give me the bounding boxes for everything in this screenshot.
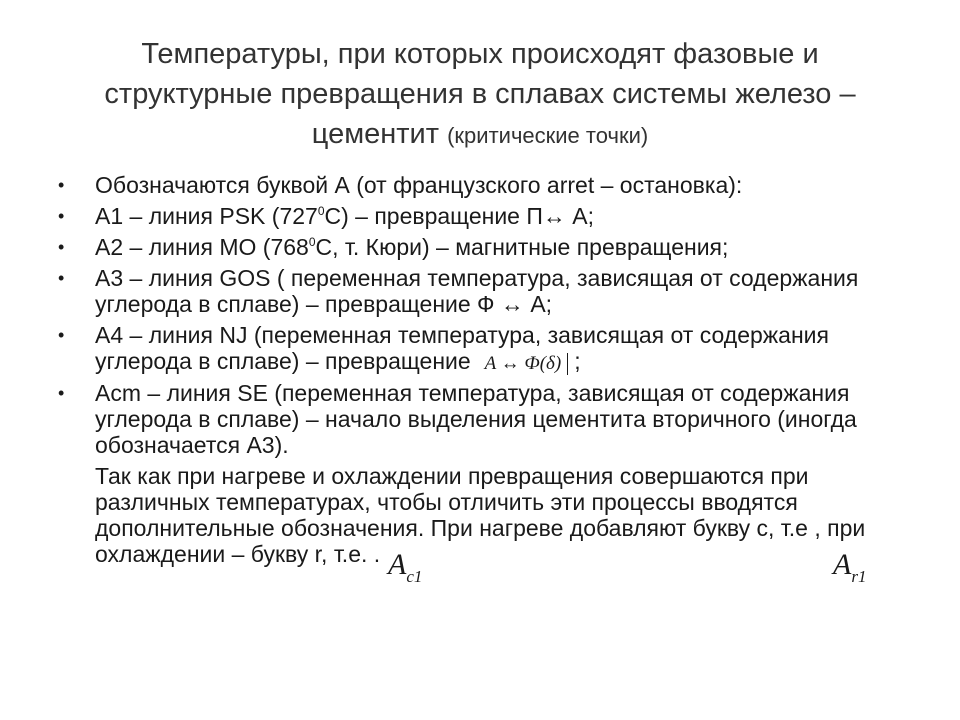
title-subtitle: (критические точки) [447, 123, 649, 148]
bullet-item [58, 234, 918, 260]
symbol-letter: A [833, 548, 852, 581]
bullet-text: С) – превращение П↔ А; [324, 203, 595, 229]
bullet-text: А1 – линия PSK (727 [95, 203, 318, 229]
bullet-icon: • [58, 268, 65, 288]
bullet-icon: • [58, 325, 65, 345]
symbol-subscript: c1 [406, 567, 423, 586]
bullet-list [58, 172, 918, 572]
degree-superscript: 0 [317, 204, 325, 218]
bullet-item [58, 172, 918, 198]
paragraph-item [58, 463, 918, 567]
bullet-icon: • [58, 175, 65, 195]
bullet-text: С, т. Кюри) – магнитные превращения; [315, 234, 729, 260]
formula-a-to-ferrite: A ↔ Ф(δ) [485, 353, 569, 375]
symbol-ac1 [388, 548, 423, 586]
bullet-icon: • [58, 383, 65, 403]
bullet-text: Обозначаются буквой А (от французского arret – остановка): [95, 172, 743, 198]
bullet-text: Acm – линия SE (переменная температура, зависящая от содержания углерода в сплаве) – начало выделения цементита вторичного (иногда обозначается А3). [95, 380, 857, 458]
symbol-ar1 [833, 548, 867, 586]
bullet-text: А4 – линия NJ (переменная температура, зависящая от содержания углерода в сплаве) – превращение [95, 322, 829, 374]
bullet-text: А3 – линия GOS ( переменная температура, зависящая от содержания углерода в сплаве) – превращение Ф ↔ А; [95, 265, 859, 317]
degree-superscript: 0 [308, 235, 316, 249]
bullet-item [58, 265, 918, 317]
bullet-item [58, 380, 918, 458]
title-main: Температуры, при которых происходят фазовые и структурные превращения в сплавах системы железо – цементит [104, 38, 856, 150]
bullet-item [58, 203, 918, 229]
bullet-text: А2 – линия МО (768 [95, 234, 309, 260]
bullet-icon: • [58, 237, 65, 257]
slide-title [60, 34, 900, 156]
bullet-end: ; [574, 348, 581, 374]
symbol-subscript: r1 [851, 567, 867, 586]
symbol-letter: A [388, 548, 407, 581]
bullet-icon: • [58, 206, 65, 226]
bullet-item [58, 322, 918, 375]
paragraph-text: Так как при нагреве и охлаждении превращения совершаются при различных температурах, чтобы отличить эти процессы вводятся дополнительные обозначения. При нагреве добавляют букву с, т.е , при охлаждении – букву r, т.е. . [95, 463, 866, 567]
